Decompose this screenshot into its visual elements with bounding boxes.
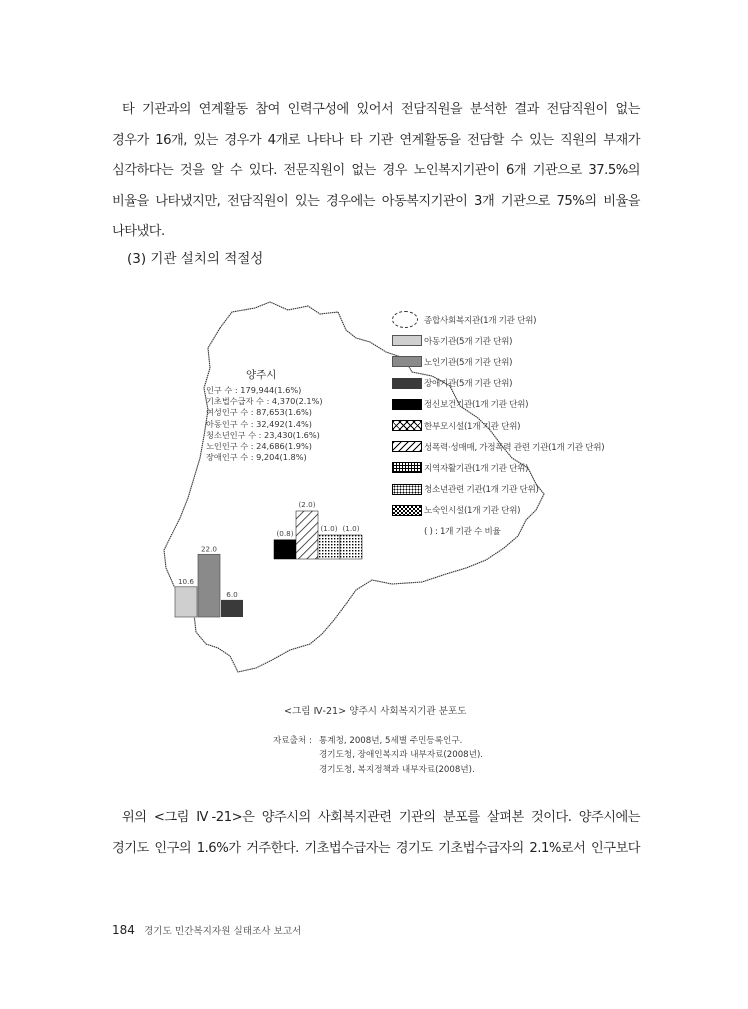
diagonal-swatch-icon <box>392 441 422 452</box>
paragraph-2 <box>112 803 640 864</box>
region-title: 양주시 <box>246 369 277 381</box>
ratio-bar <box>340 535 362 559</box>
text-line: 비율을 나타냈지만, 전담직원이 있는 경우에는 아동복지기관이 3개 기관으로 75%의 비율을 <box>112 193 640 209</box>
text-line: 심각하다는 것을 알 수 있다. 전문직원이 없는 경우 노인복지기관이 6개 기관으로 37.5%의 <box>112 163 640 178</box>
bar-value-label: 10.6 <box>177 576 195 586</box>
legend-item: 노인기관(5개 기관 단위) <box>392 351 604 372</box>
stat-female-population: 여성인구 수 : 87,653(1.6%) <box>206 407 312 418</box>
ratio-bar <box>318 535 340 559</box>
page-footer <box>112 919 301 938</box>
report-title: 경기도 민간복지자원 실태조사 보고서 <box>144 926 302 937</box>
ratio-value-label: (0.8) <box>276 528 294 538</box>
stat-population: 인구 수 : 179,944(1.6%) <box>206 385 302 395</box>
source-line: 통계청, 2008년, 5세별 주민등록인구. <box>319 736 463 746</box>
region-stats <box>206 385 323 463</box>
legend-item: 한부모시설(1개 기관 단위) <box>392 415 604 436</box>
stat-elderly-population: 노인인구 수 : 24,686(1.9%) <box>206 441 312 452</box>
source-label: 자료출처 : <box>273 736 312 746</box>
text-line: 경기도 인구의 1.6%가 거주한다. 기초법수급자는 경기도 기초법수급자의 2.1%로서 인구보다 <box>112 840 640 856</box>
source-line: 경기도청, 장애인복지과 내부자료(2008년). <box>319 750 484 761</box>
bar-value-label: 22.0 <box>200 544 218 554</box>
legend-item: 노숙인시설(1개 기관 단위) <box>392 500 604 521</box>
stat-child-population: 아동인구 수 : 32,492(1.4%) <box>206 418 312 429</box>
stat-basic-recipients: 기초법수급자 수 : 4,370(2.1%) <box>206 396 323 407</box>
text-line: 경우가 16개, 있는 경우가 4개로 나타나 타 기관 연계활동을 전담할 수 있는 직원의 부재가 <box>112 132 640 148</box>
section-heading: (3) 기관 설치의 적절성 <box>127 251 264 267</box>
ratio-value-label: (1.0) <box>342 524 360 533</box>
black-swatch-icon <box>392 399 422 410</box>
map-legend <box>392 309 604 542</box>
ratio-value-label: (2.0) <box>298 500 316 509</box>
ratio-bar <box>274 540 296 559</box>
dark-gray-swatch-icon <box>392 378 422 389</box>
text-line: 타 기관과의 연계활동 참여 인력구성에 있어서 전담직원을 분석한 결과 전담직원이 없는 <box>122 102 640 117</box>
bar <box>198 554 220 617</box>
stat-youth-population: 청소년인구 수 : 23,430(1.6%) <box>206 429 320 440</box>
text-line: 나타냈다. <box>112 224 165 239</box>
bar <box>221 600 243 617</box>
legend-item: 지역자활기관(1개 기관 단위) <box>392 457 604 478</box>
light-gray-swatch-icon <box>392 335 422 346</box>
legend-item: 성폭력·성매매, 가정폭력 관련 기관(1개 기관 단위) <box>392 436 604 457</box>
legend-item: 청소년관련 기관(1개 기관 단위) <box>392 479 604 500</box>
figure-caption: <그림 Ⅳ-21> 양주시 사회복지기관 분포도 <box>284 706 467 717</box>
figure-source <box>273 734 483 777</box>
blank-swatch-icon <box>392 526 422 537</box>
ratio-bar <box>296 511 318 559</box>
page-number: 184 <box>112 923 135 937</box>
checker-swatch-icon <box>392 505 422 516</box>
crosshatch-swatch-icon <box>392 420 422 431</box>
legend-item: 아동기관(5개 기관 단위) <box>392 330 604 351</box>
ratio-value-label: (1.0) <box>320 524 338 533</box>
stat-disabled-population: 장애인구 수 : 9,204(1.8%) <box>206 452 307 463</box>
dotted-swatch-icon <box>392 484 422 495</box>
bar <box>175 587 197 617</box>
legend-item: 장애기관(5개 기관 단위) <box>392 373 604 394</box>
legend-item: 종합사회복지관(1개 기관 단위) <box>392 309 604 330</box>
legend-item: ( ) : 1개 기관 수 비율 <box>392 521 604 542</box>
paragraph-1 <box>112 95 640 248</box>
mid-gray-swatch-icon <box>392 356 422 367</box>
bar-value-label: 6.0 <box>226 589 238 599</box>
source-line: 경기도청, 복지정책과 내부자료(2008년). <box>319 764 475 775</box>
text-line: 위의 <그림 Ⅳ-21>은 양주시의 사회복지관련 기관의 분포를 살펴본 것이다. 양주시에는 <box>122 810 640 825</box>
legend-item: 정신보건기관(1개 기관 단위) <box>392 394 604 415</box>
grid-swatch-icon <box>392 462 422 473</box>
circle-swatch-icon <box>392 311 418 328</box>
